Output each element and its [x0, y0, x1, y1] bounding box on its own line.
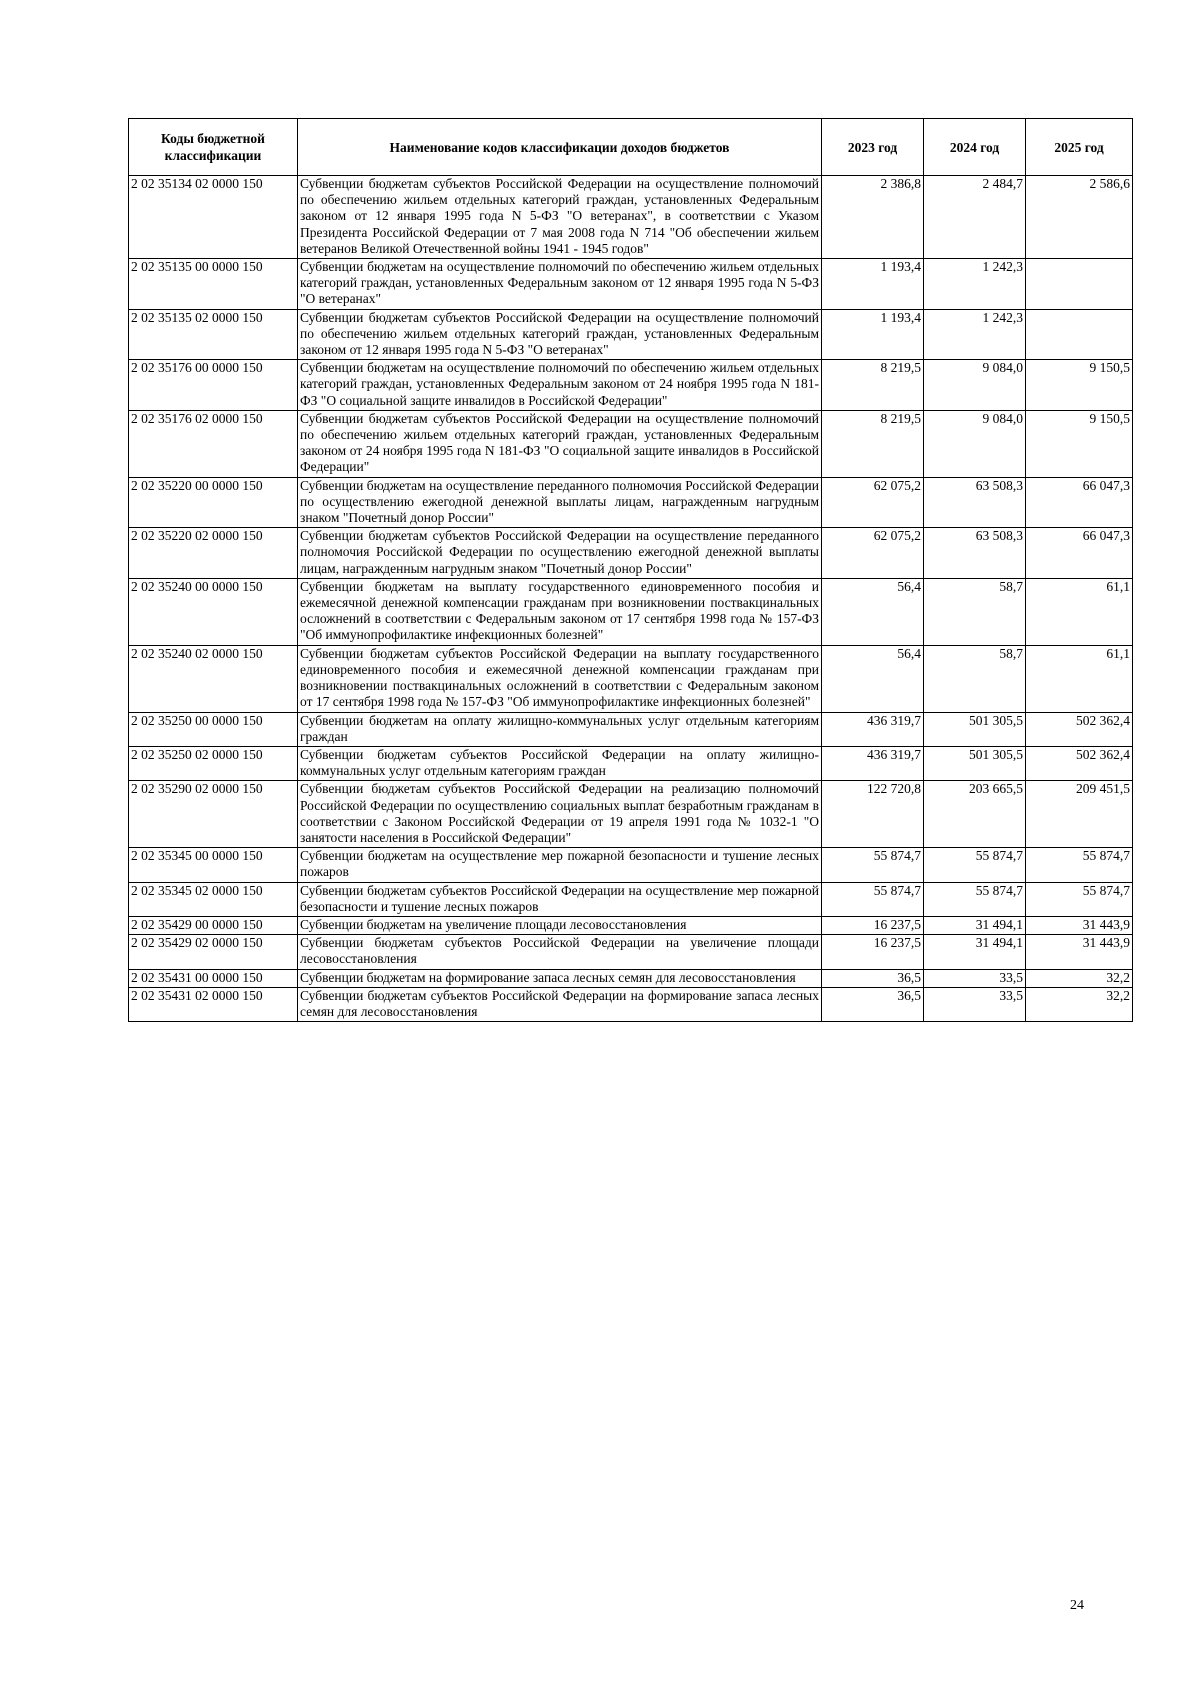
- value-2025-cell: 66 047,3: [1026, 477, 1133, 528]
- document-page: [128, 118, 1132, 1022]
- value-2025-cell: 209 451,5: [1026, 781, 1133, 848]
- value-2024-cell: 55 874,7: [924, 882, 1026, 916]
- code-cell: 2 02 35345 02 0000 150: [129, 882, 298, 916]
- value-2025-cell: 31 443,9: [1026, 916, 1133, 934]
- value-2024-cell: 33,5: [924, 987, 1026, 1021]
- table-row: [129, 578, 1133, 645]
- value-2024-cell: 203 665,5: [924, 781, 1026, 848]
- table-row: [129, 360, 1133, 411]
- code-cell: 2 02 35290 02 0000 150: [129, 781, 298, 848]
- name-cell: Субвенции бюджетам субъектов Российской Федерации на реализацию полномочий Российской Федерации по осуществлению социальных выплат безработным гражданам в соответствии с Законом Российской Федерации от 19 апреля 1991 года № 1032-1 "О занятости населения в Российской Федерации": [298, 781, 822, 848]
- value-2024-cell: 58,7: [924, 578, 1026, 645]
- name-cell: Субвенции бюджетам на осуществление мер пожарной безопасности и тушение лесных пожаров: [298, 848, 822, 882]
- value-2024-cell: 31 494,1: [924, 935, 1026, 969]
- value-2023-cell: 8 219,5: [822, 360, 924, 411]
- value-2025-cell: 32,2: [1026, 987, 1133, 1021]
- code-cell: 2 02 35240 02 0000 150: [129, 645, 298, 712]
- value-2024-cell: 1 242,3: [924, 259, 1026, 310]
- name-cell: Субвенции бюджетам субъектов Российской Федерации на осуществление полномочий по обеспечению жильем отдельных категорий граждан, установленных Федеральным законом от 12 января 1995 года N 5-ФЗ "О ветеранах", в соответствии с Указом Президента Российской Федерации от 7 мая 2008 года N 714 "Об обеспечении жильем ветеранов Великой Отечественной войны 1941 - 1945 годов": [298, 176, 822, 259]
- table-row: [129, 882, 1133, 916]
- value-2023-cell: 62 075,2: [822, 528, 924, 579]
- table-row: [129, 645, 1133, 712]
- header-2023: 2023 год: [822, 119, 924, 176]
- value-2025-cell: 55 874,7: [1026, 848, 1133, 882]
- value-2023-cell: 122 720,8: [822, 781, 924, 848]
- name-cell: Субвенции бюджетам субъектов Российской Федерации на формирование запаса лесных семян для лесовосстановления: [298, 987, 822, 1021]
- value-2024-cell: 58,7: [924, 645, 1026, 712]
- name-cell: Субвенции бюджетам субъектов Российской Федерации на осуществление полномочий по обеспечению жильем отдельных категорий граждан, установленных Федеральным законом от 12 января 1995 года N 5-ФЗ "О ветеранах": [298, 309, 822, 360]
- name-cell: Субвенции бюджетам на осуществление полномочий по обеспечению жильем отдельных категорий граждан, установленных Федеральным законом от 24 ноября 1995 года N 181-ФЗ "О социальной защите инвалидов в Российской Федерации": [298, 360, 822, 411]
- table-row: [129, 969, 1133, 987]
- code-cell: 2 02 35220 02 0000 150: [129, 528, 298, 579]
- name-cell: Субвенции бюджетам на осуществление полномочий по обеспечению жильем отдельных категорий граждан, установленных Федеральным законом от 12 января 1995 года N 5-ФЗ "О ветеранах": [298, 259, 822, 310]
- value-2023-cell: 56,4: [822, 578, 924, 645]
- value-2025-cell: 61,1: [1026, 578, 1133, 645]
- header-2024: 2024 год: [924, 119, 1026, 176]
- table-row: [129, 410, 1133, 477]
- name-cell: Субвенции бюджетам на увеличение площади лесовосстановления: [298, 916, 822, 934]
- value-2023-cell: 2 386,8: [822, 176, 924, 259]
- code-cell: 2 02 35431 00 0000 150: [129, 969, 298, 987]
- table-row: [129, 309, 1133, 360]
- value-2025-cell: 9 150,5: [1026, 360, 1133, 411]
- code-cell: 2 02 35135 00 0000 150: [129, 259, 298, 310]
- value-2025-cell: 32,2: [1026, 969, 1133, 987]
- name-cell: Субвенции бюджетам субъектов Российской Федерации на осуществление мер пожарной безопасности и тушение лесных пожаров: [298, 882, 822, 916]
- value-2023-cell: 1 193,4: [822, 259, 924, 310]
- table-row: [129, 477, 1133, 528]
- value-2025-cell: 502 362,4: [1026, 746, 1133, 780]
- value-2024-cell: 2 484,7: [924, 176, 1026, 259]
- table-row: [129, 712, 1133, 746]
- value-2025-cell: 61,1: [1026, 645, 1133, 712]
- code-cell: 2 02 35220 00 0000 150: [129, 477, 298, 528]
- value-2023-cell: 436 319,7: [822, 746, 924, 780]
- table-row: [129, 916, 1133, 934]
- code-cell: 2 02 35250 02 0000 150: [129, 746, 298, 780]
- code-cell: 2 02 35429 00 0000 150: [129, 916, 298, 934]
- name-cell: Субвенции бюджетам субъектов Российской Федерации на осуществление переданного полномочия Российской Федерации по осуществлению ежегодной денежной выплаты лицам, награжденным нагрудным знаком "Почетный донор России": [298, 528, 822, 579]
- table-row: [129, 528, 1133, 579]
- header-name: Наименование кодов классификации доходов бюджетов: [298, 119, 822, 176]
- table-row: [129, 935, 1133, 969]
- value-2023-cell: 55 874,7: [822, 882, 924, 916]
- header-2025: 2025 год: [1026, 119, 1133, 176]
- value-2023-cell: 36,5: [822, 969, 924, 987]
- name-cell: Субвенции бюджетам на оплату жилищно-коммунальных услуг отдельным категориям граждан: [298, 712, 822, 746]
- value-2023-cell: 16 237,5: [822, 935, 924, 969]
- value-2023-cell: 436 319,7: [822, 712, 924, 746]
- table-row: [129, 259, 1133, 310]
- name-cell: Субвенции бюджетам на формирование запаса лесных семян для лесовосстановления: [298, 969, 822, 987]
- name-cell: Субвенции бюджетам субъектов Российской Федерации на увеличение площади лесовосстановления: [298, 935, 822, 969]
- name-cell: Субвенции бюджетам субъектов Российской Федерации на выплату государственного единовременного пособия и ежемесячной денежной компенсации гражданам при возникновении поствакцинальных осложнений в соответствии с Федеральным законом от 17 сентября 1998 года № 157-ФЗ "Об иммунопрофилактике инфекционных болезней": [298, 645, 822, 712]
- value-2025-cell: [1026, 259, 1133, 310]
- name-cell: Субвенции бюджетам на выплату государственного единовременного пособия и ежемесячной денежной компенсации гражданам при возникновении поствакцинальных осложнений в соответствии с Федеральным законом от 17 сентября 1998 года № 157-ФЗ "Об иммунопрофилактике инфекционных болезней": [298, 578, 822, 645]
- budget-revenue-table: [128, 118, 1133, 1022]
- code-cell: 2 02 35240 00 0000 150: [129, 578, 298, 645]
- value-2025-cell: 9 150,5: [1026, 410, 1133, 477]
- table-row: [129, 176, 1133, 259]
- code-cell: 2 02 35134 02 0000 150: [129, 176, 298, 259]
- value-2024-cell: 63 508,3: [924, 528, 1026, 579]
- value-2024-cell: 33,5: [924, 969, 1026, 987]
- name-cell: Субвенции бюджетам субъектов Российской Федерации на осуществление полномочий по обеспечению жильем отдельных категорий граждан, установленных Федеральным законом от 24 ноября 1995 года N 181-ФЗ "О социальной защите инвалидов в Российской Федерации": [298, 410, 822, 477]
- value-2023-cell: 36,5: [822, 987, 924, 1021]
- table-header-row: [129, 119, 1133, 176]
- value-2023-cell: 16 237,5: [822, 916, 924, 934]
- value-2023-cell: 56,4: [822, 645, 924, 712]
- value-2024-cell: 9 084,0: [924, 360, 1026, 411]
- table-row: [129, 781, 1133, 848]
- value-2024-cell: 63 508,3: [924, 477, 1026, 528]
- value-2023-cell: 1 193,4: [822, 309, 924, 360]
- value-2023-cell: 62 075,2: [822, 477, 924, 528]
- code-cell: 2 02 35345 00 0000 150: [129, 848, 298, 882]
- value-2023-cell: 8 219,5: [822, 410, 924, 477]
- name-cell: Субвенции бюджетам субъектов Российской Федерации на оплату жилищно-коммунальных услуг отдельным категориям граждан: [298, 746, 822, 780]
- value-2024-cell: 1 242,3: [924, 309, 1026, 360]
- code-cell: 2 02 35176 02 0000 150: [129, 410, 298, 477]
- value-2024-cell: 9 084,0: [924, 410, 1026, 477]
- code-cell: 2 02 35431 02 0000 150: [129, 987, 298, 1021]
- table-body: [129, 176, 1133, 1022]
- table-row: [129, 987, 1133, 1021]
- value-2025-cell: 66 047,3: [1026, 528, 1133, 579]
- code-cell: 2 02 35429 02 0000 150: [129, 935, 298, 969]
- name-cell: Субвенции бюджетам на осуществление переданного полномочия Российской Федерации по осуществлению ежегодной денежной выплаты лицам, награжденным нагрудным знаком "Почетный донор России": [298, 477, 822, 528]
- code-cell: 2 02 35250 00 0000 150: [129, 712, 298, 746]
- table-row: [129, 848, 1133, 882]
- code-cell: 2 02 35135 02 0000 150: [129, 309, 298, 360]
- value-2024-cell: 501 305,5: [924, 746, 1026, 780]
- header-code: Коды бюджетной классификации: [129, 119, 298, 176]
- value-2025-cell: 55 874,7: [1026, 882, 1133, 916]
- value-2024-cell: 55 874,7: [924, 848, 1026, 882]
- value-2024-cell: 501 305,5: [924, 712, 1026, 746]
- table-row: [129, 746, 1133, 780]
- value-2025-cell: 31 443,9: [1026, 935, 1133, 969]
- value-2025-cell: [1026, 309, 1133, 360]
- value-2024-cell: 31 494,1: [924, 916, 1026, 934]
- page-number: 24: [1070, 1598, 1084, 1613]
- value-2025-cell: 2 586,6: [1026, 176, 1133, 259]
- code-cell: 2 02 35176 00 0000 150: [129, 360, 298, 411]
- value-2025-cell: 502 362,4: [1026, 712, 1133, 746]
- value-2023-cell: 55 874,7: [822, 848, 924, 882]
